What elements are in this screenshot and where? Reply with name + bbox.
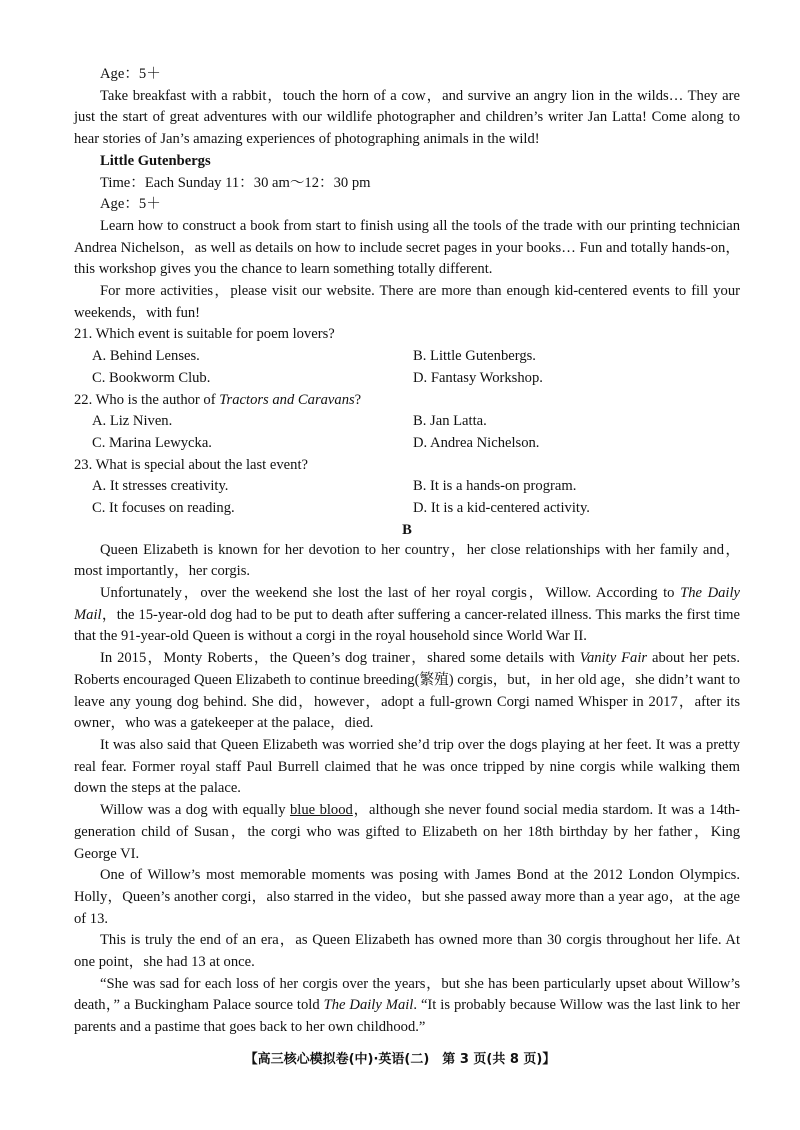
question-22 — [74, 390, 740, 455]
question-21 — [74, 324, 740, 389]
question-stem: 23. What is special about the last event? — [74, 456, 308, 473]
question-23 — [74, 455, 740, 520]
section-label-b: B — [402, 521, 412, 538]
option-a: A. Behind Lenses. — [92, 348, 200, 365]
question-stem: 21. Which event is suitable for poem lovers? — [74, 326, 335, 343]
option-d: D. Fantasy Workshop. — [413, 369, 543, 386]
event-description: Learn how to construct a book from start to finish using all the tools of the trade with our printing technician Andrea Nichelson，as well as details on how to include secret pages in your books… Fun and totally hands-on，this workshop gives you the chance to learn something totally different. — [74, 217, 740, 278]
option-a: A. It stresses creativity. — [92, 478, 229, 495]
option-d: D. It is a kid-centered activity. — [413, 499, 590, 516]
paragraph-8: “She was sad for each loss of her corgis over the years，but she has been particularly upset about Willow’s death，” a Buckingham Palace source told The Daily Mail. “It is probably because Willow was the last link to her parents and a pastime that goes back to her own childhood.” — [74, 975, 740, 1036]
question-stem: 22. Who is the author of Tractors and Caravans? — [74, 391, 362, 408]
paragraph-6: One of Willow’s most memorable moments was posing with James Bond at the 2012 London Olympics. Holly，Queen’s another corgi，also starred in the video，but she passed away more than a year ago，at the age of 13. — [74, 867, 740, 927]
paragraph-7: This is truly the end of an era，as Queen Elizabeth has owned more than 30 corgis throughout her life. At one point，she had 13 at once. — [74, 932, 740, 971]
passage-b — [74, 540, 740, 1039]
option-b: B. It is a hands-on program. — [413, 478, 577, 495]
passage-a — [74, 64, 740, 1039]
option-a: A. Liz Niven. — [92, 413, 173, 430]
page-footer: 【高三核心模拟卷(中)·英语(二) 第 3 页(共 8 页)】 — [244, 1052, 556, 1067]
closing-paragraph: For more activities，please visit our website. There are more than enough kid-centered events to fill your weekends，with fun! — [74, 283, 740, 321]
option-b: B. Jan Latta. — [413, 413, 487, 430]
event-title: Little Gutenbergs — [100, 152, 211, 169]
event-time: Time：Each Sunday 11：30 am～12：30 pm — [100, 174, 371, 191]
option-c: C. Marina Lewycka. — [92, 434, 212, 451]
paragraph-4: It was also said that Queen Elizabeth was worried she’d trip over the dogs playing at her feet. It was a pretty real fear. Former royal staff Paul Burrell claimed that he was once tripped by nine corgis while walking them down the steps at the palace. — [74, 737, 740, 797]
paragraph-3: In 2015，Monty Roberts，the Queen’s dog trainer，shared some details with Vanity Fair about her pets. Roberts encouraged Queen Elizabeth to continue breeding(繁殖) corgis，but，in her old age，she didn’t want to leave any young dog behind. She did，however，adopt a full-grown Corgi named Whisper in 2017，after its owner，who was a gatekeeper at the palace，died. — [74, 650, 740, 732]
paragraph-1: Queen Elizabeth is known for her devotion to her country，her close relationships with her family and，most importantly，her corgis. — [74, 541, 740, 580]
option-d: D. Andrea Nichelson. — [413, 434, 540, 451]
paragraph-2: Unfortunately，over the weekend she lost the last of her royal corgis，Willow. According to The Daily Mail，the 15-year-old dog had to be put to death after suffering a cancer-related illness. This marks the first time that the 91-year-old Queen is without a corgi in the royal household since World War II. — [74, 585, 740, 645]
event-age: Age：5＋ — [100, 196, 161, 213]
option-b: B. Little Gutenbergs. — [413, 348, 536, 365]
option-c: C. It focuses on reading. — [92, 499, 235, 516]
underlined-phrase: blue blood — [289, 802, 353, 819]
jan-latta-description: Take breakfast with a rabbit，touch the horn of a cow，and survive an angry lion in the wilds… They are just the start of great adventures with our wildlife photographer and children’s writer Jan Latta! Come along to hear stories of Jan’s amazing experiences of photographing animals in the wild! — [74, 87, 740, 148]
paragraph-5: Willow was a dog with equally blue blood，although she never found social media stardom. It was a 14th-generation child of Susan，the corgi who was gifted to Elizabeth on her 18th birthday by her father，King George VI. — [74, 802, 740, 862]
option-c: C. Bookworm Club. — [92, 369, 211, 386]
question-list — [74, 324, 740, 519]
age-line: Age：5＋ — [100, 66, 161, 82]
